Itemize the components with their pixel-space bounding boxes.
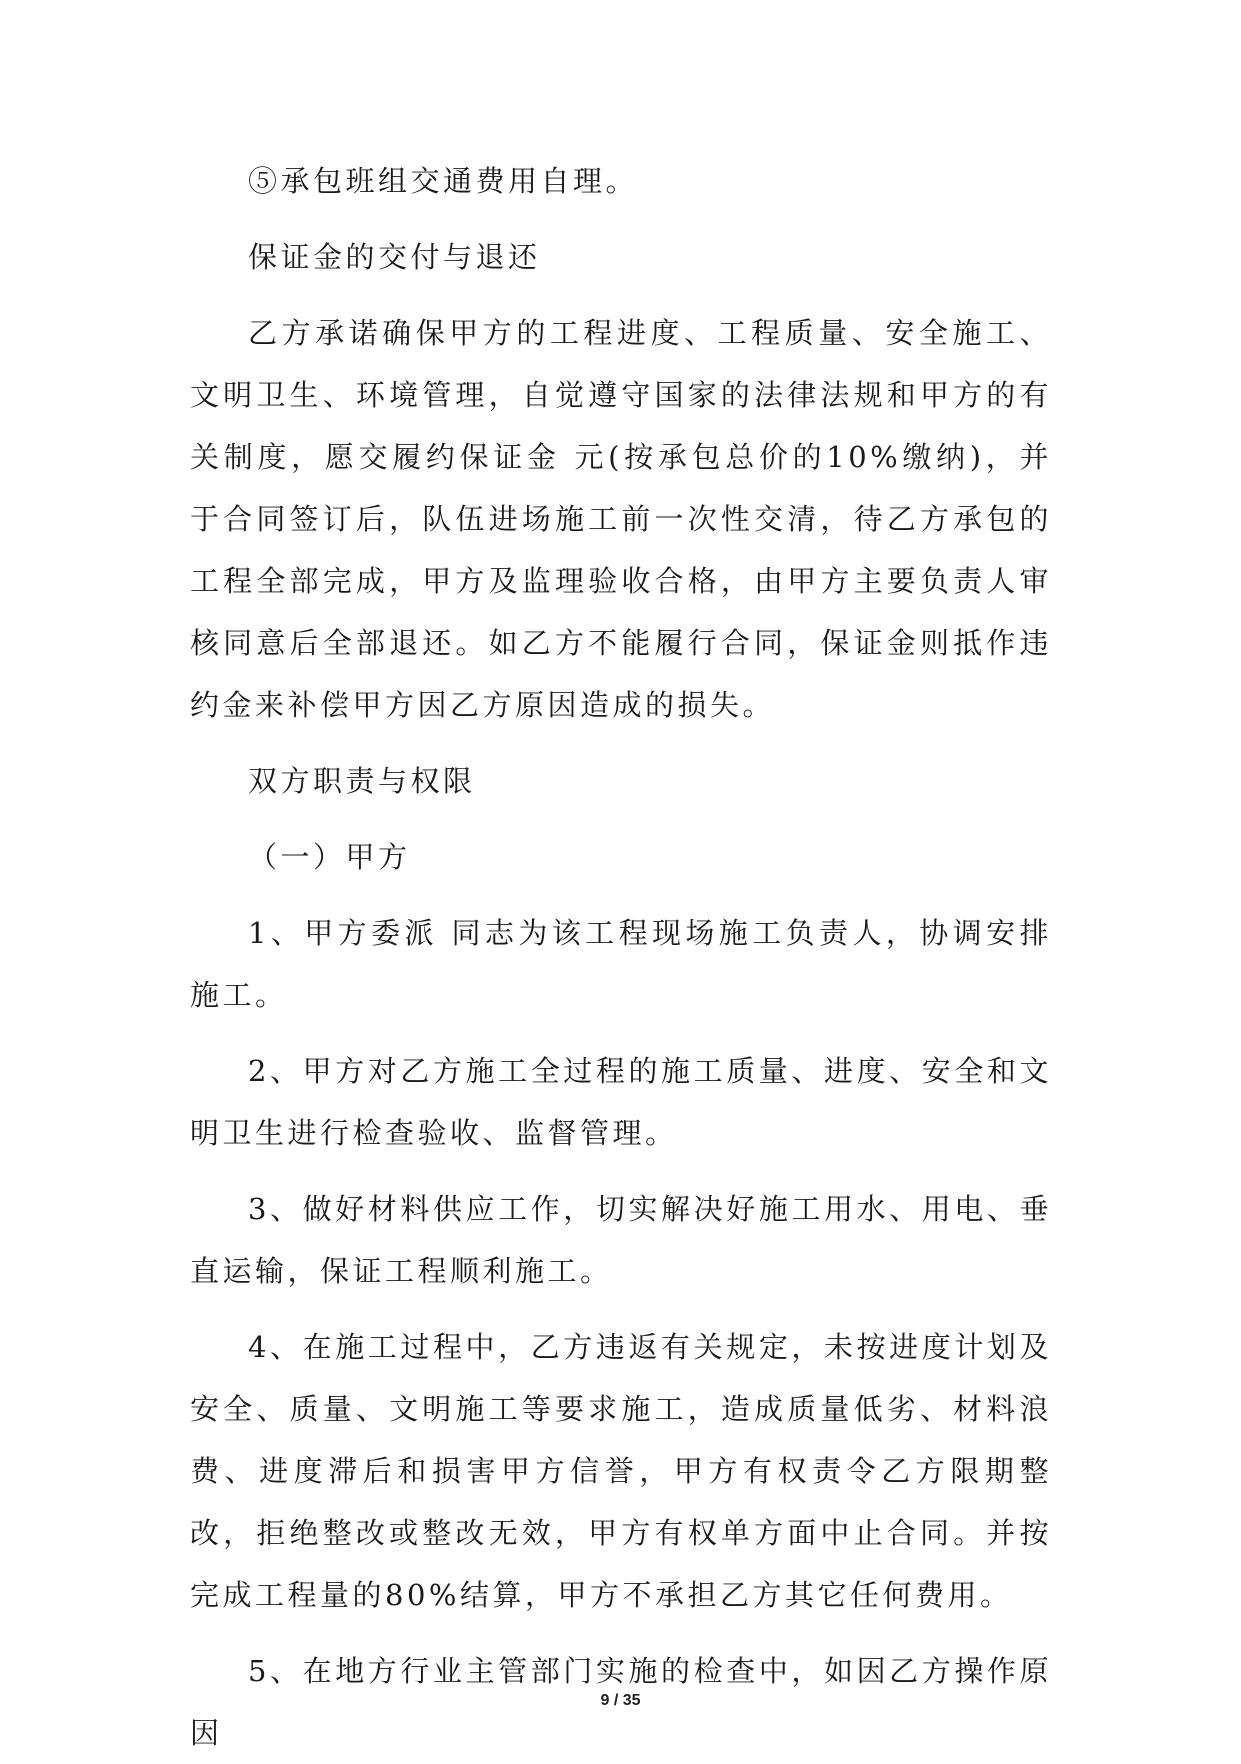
document-body: [190, 150, 1052, 1764]
subheading-party-a: （一）甲方: [248, 840, 411, 874]
clause-5: 5、在地方行业主管部门实施的检查中，如因乙方操作原因: [190, 1654, 1052, 1750]
clause-4: 4、在施工过程中，乙方违返有关规定，未按进度计划及安全、质量、文明施工等要求施工，造成质量低劣、材料浪费、进度滞后和损害甲方信誉，甲方有权责令乙方限期整改，拒绝整改或整改无效，甲方有权单方面中止合同。并按完成工程量的80%结算，甲方不承担乙方其它任何费用。: [190, 1330, 1052, 1612]
page-number: 9 / 35: [600, 1692, 641, 1709]
section-heading-deposit: 保证金的交付与退还: [248, 240, 541, 274]
clause-1: 1、甲方委派 同志为该工程现场施工负责人，协调安排施工。: [190, 916, 1052, 1012]
paragraph-transport-fees: ⑤承包班组交通费用自理。: [248, 164, 639, 198]
section-heading-responsibilities: 双方职责与权限: [248, 764, 476, 798]
clause-3: 3、做好材料供应工作，切实解决好施工用水、用电、垂直运输，保证工程顺利施工。: [190, 1192, 1052, 1288]
paragraph-deposit-terms: 乙方承诺确保甲方的工程进度、工程质量、安全施工、文明卫生、环境管理，自觉遵守国家的法律法规和甲方的有关制度，愿交履约保证金 元(按承包总价的10%缴纳)，并于合同签订后，队伍进场施工前一次性交清，待乙方承包的工程全部完成，甲方及监理验收合格，由甲方主要负责人审核同意后全部退还。如乙方不能履行合同，保证金则抵作违约金来补偿甲方因乙方原因造成的损失。: [190, 316, 1052, 722]
clause-2: 2、甲方对乙方施工全过程的施工质量、进度、安全和文明卫生进行检查验收、监督管理。: [190, 1054, 1052, 1150]
